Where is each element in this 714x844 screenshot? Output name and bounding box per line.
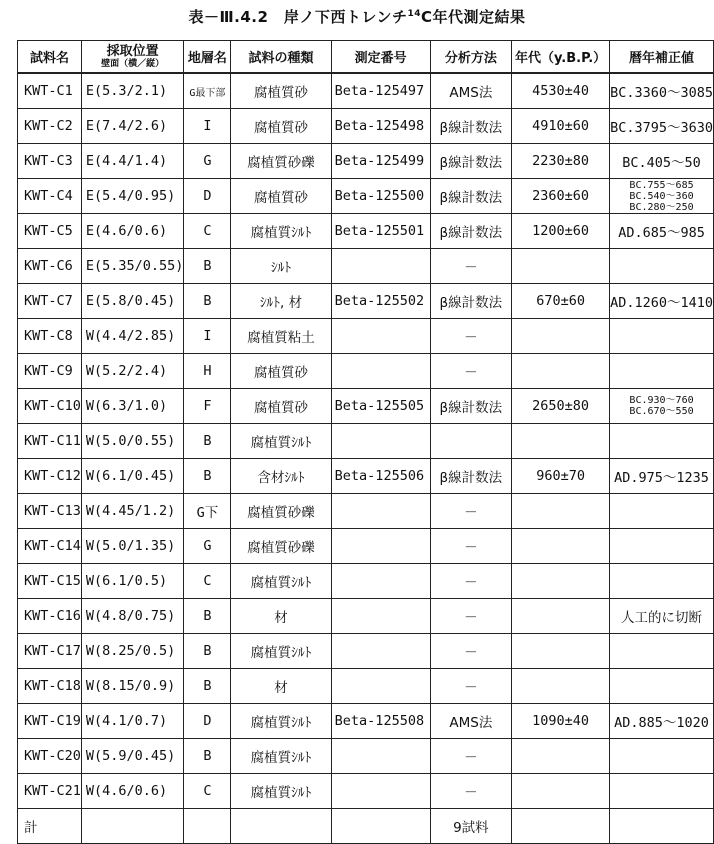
measurement-number: Beta-125508 xyxy=(331,704,430,739)
analysis-method: － xyxy=(430,494,512,529)
sample-id: KWT-C14 xyxy=(18,529,82,564)
sample-position: W(5.0/0.55) xyxy=(81,424,184,459)
age-ybp xyxy=(512,564,610,599)
calibrated-value xyxy=(610,494,714,529)
table-row xyxy=(18,774,714,809)
analysis-method: － xyxy=(430,564,512,599)
calibrated-range: AD.685～985 xyxy=(618,225,705,241)
age-ybp xyxy=(512,529,610,564)
sample-type: 腐植質砂 xyxy=(231,109,331,144)
age-ybp xyxy=(512,249,610,284)
analysis-method: β線計数法 xyxy=(430,144,512,179)
sample-position: E(5.3/2.1) xyxy=(81,73,184,109)
header-position xyxy=(81,41,184,74)
header-method: 分析方法 xyxy=(430,41,512,74)
total-empty-cell xyxy=(512,809,610,844)
calibrated-range: BC.3360～3085 xyxy=(610,85,713,101)
analysis-method: － xyxy=(430,774,512,809)
calibrated-value xyxy=(610,529,714,564)
sample-position: W(4.1/0.7) xyxy=(81,704,184,739)
sample-position: W(6.1/0.45) xyxy=(81,459,184,494)
age-ybp xyxy=(512,599,610,634)
measurement-number xyxy=(331,669,430,704)
sample-position: E(4.6/0.6) xyxy=(81,214,184,249)
analysis-method: AMS法 xyxy=(430,704,512,739)
header-calibrated: 暦年補正値 xyxy=(610,41,714,74)
total-empty-cell xyxy=(81,809,184,844)
calibrated-value xyxy=(610,564,714,599)
calibrated-value xyxy=(610,179,714,214)
sample-id: KWT-C9 xyxy=(18,354,82,389)
sample-id: KWT-C16 xyxy=(18,599,82,634)
measurement-number xyxy=(331,354,430,389)
sample-type: 腐植質ｼﾙﾄ xyxy=(231,424,331,459)
sample-position: W(8.15/0.9) xyxy=(81,669,184,704)
sample-id: KWT-C8 xyxy=(18,319,82,354)
measurement-number xyxy=(331,424,430,459)
table-row xyxy=(18,494,714,529)
layer-name: H xyxy=(184,354,231,389)
age-ybp xyxy=(512,739,610,774)
table-row xyxy=(18,704,714,739)
title-superscript: 14 xyxy=(407,9,422,19)
table-row xyxy=(18,564,714,599)
age-ybp xyxy=(512,774,610,809)
analysis-method: β線計数法 xyxy=(430,179,512,214)
sample-position: W(8.25/0.5) xyxy=(81,634,184,669)
sample-type: 腐植質ｼﾙﾄ xyxy=(231,634,331,669)
sample-position: W(4.8/0.75) xyxy=(81,599,184,634)
table-row xyxy=(18,599,714,634)
measurement-number xyxy=(331,529,430,564)
layer-name: F xyxy=(184,389,231,424)
sample-position: E(7.4/2.6) xyxy=(81,109,184,144)
total-row xyxy=(18,809,714,844)
sample-type: 腐植質ｼﾙﾄ xyxy=(231,214,331,249)
table-title-suffix: C年代測定結果 xyxy=(421,8,526,26)
calibrated-value xyxy=(610,599,714,634)
sample-id: KWT-C2 xyxy=(18,109,82,144)
analysis-method: β線計数法 xyxy=(430,284,512,319)
measurement-number xyxy=(331,634,430,669)
table-row xyxy=(18,179,714,214)
table-row xyxy=(18,284,714,319)
measurement-number: Beta-125502 xyxy=(331,284,430,319)
measurement-number xyxy=(331,494,430,529)
table-row xyxy=(18,669,714,704)
age-ybp xyxy=(512,319,610,354)
layer-name: G最下部 xyxy=(184,73,231,109)
analysis-method: － xyxy=(430,669,512,704)
calibrated-value xyxy=(610,704,714,739)
sample-type: 腐植質砂 xyxy=(231,389,331,424)
layer-name: G xyxy=(184,529,231,564)
table-row xyxy=(18,73,714,109)
sample-type: 腐植質砂礫 xyxy=(231,529,331,564)
table-row xyxy=(18,424,714,459)
sample-id: KWT-C20 xyxy=(18,739,82,774)
table-row xyxy=(18,109,714,144)
layer-name: B xyxy=(184,669,231,704)
layer-name: B xyxy=(184,599,231,634)
sample-id: KWT-C1 xyxy=(18,73,82,109)
header-age: 年代（y.B.P.） xyxy=(512,41,610,74)
sample-type: ｼﾙﾄ xyxy=(231,249,331,284)
table-row xyxy=(18,144,714,179)
total-empty-cell xyxy=(184,809,231,844)
calibrated-value xyxy=(610,319,714,354)
sample-id: KWT-C11 xyxy=(18,424,82,459)
analysis-method: － xyxy=(430,319,512,354)
sample-type: ｼﾙﾄ, 材 xyxy=(231,284,331,319)
sample-type: 腐植質ｼﾙﾄ xyxy=(231,739,331,774)
sample-type: 腐植質ｼﾙﾄ xyxy=(231,564,331,599)
measurement-number: Beta-125499 xyxy=(331,144,430,179)
calibrated-range: AD.885～1020 xyxy=(614,715,709,731)
sample-type: 含材ｼﾙﾄ xyxy=(231,459,331,494)
sample-position: W(6.1/0.5) xyxy=(81,564,184,599)
layer-name: C xyxy=(184,774,231,809)
measurement-number: Beta-125505 xyxy=(331,389,430,424)
age-ybp xyxy=(512,494,610,529)
sample-id: KWT-C4 xyxy=(18,179,82,214)
sample-position: W(4.45/1.2) xyxy=(81,494,184,529)
age-ybp: 4910±60 xyxy=(512,109,610,144)
layer-name: D xyxy=(184,704,231,739)
sample-position: E(5.4/0.95) xyxy=(81,179,184,214)
table-row xyxy=(18,214,714,249)
age-ybp: 2230±80 xyxy=(512,144,610,179)
sample-id: KWT-C17 xyxy=(18,634,82,669)
age-ybp: 960±70 xyxy=(512,459,610,494)
analysis-method: － xyxy=(430,354,512,389)
sample-type: 材 xyxy=(231,669,331,704)
header-sample: 試料名 xyxy=(18,41,82,74)
measurement-number xyxy=(331,319,430,354)
measurement-number xyxy=(331,599,430,634)
measurement-number xyxy=(331,249,430,284)
measurement-number xyxy=(331,564,430,599)
header-row xyxy=(18,41,714,74)
total-samples: 9試料 xyxy=(430,809,512,844)
sample-type: 腐植質ｼﾙﾄ xyxy=(231,704,331,739)
layer-name: B xyxy=(184,249,231,284)
age-ybp: 2360±60 xyxy=(512,179,610,214)
calibrated-range: BC.670～550 xyxy=(629,406,694,417)
header-position-label: 採取位置 xyxy=(106,44,159,59)
measurement-number: Beta-125497 xyxy=(331,73,430,109)
header-number: 測定番号 xyxy=(331,41,430,74)
calibrated-value xyxy=(610,249,714,284)
sample-position: W(5.2/2.4) xyxy=(81,354,184,389)
sample-position: W(6.3/1.0) xyxy=(81,389,184,424)
analysis-method: － xyxy=(430,599,512,634)
calibrated-value xyxy=(610,144,714,179)
layer-name: I xyxy=(184,109,231,144)
layer-name: D xyxy=(184,179,231,214)
table-row xyxy=(18,634,714,669)
measurement-number: Beta-125506 xyxy=(331,459,430,494)
sample-position: W(4.6/0.6) xyxy=(81,774,184,809)
analysis-method: － xyxy=(430,739,512,774)
calibrated-value xyxy=(610,424,714,459)
measurement-number: Beta-125501 xyxy=(331,214,430,249)
age-ybp: 4530±40 xyxy=(512,73,610,109)
age-ybp xyxy=(512,669,610,704)
sample-id: KWT-C19 xyxy=(18,704,82,739)
sample-type: 腐植質砂 xyxy=(231,179,331,214)
layer-name: G下 xyxy=(184,494,231,529)
age-ybp xyxy=(512,634,610,669)
table-row xyxy=(18,459,714,494)
layer-name: G xyxy=(184,144,231,179)
sample-id: KWT-C5 xyxy=(18,214,82,249)
total-empty-cell xyxy=(231,809,331,844)
sample-type: 腐植質砂 xyxy=(231,73,331,109)
calibrated-range: BC.280～250 xyxy=(629,201,694,213)
table-row xyxy=(18,389,714,424)
analysis-method: － xyxy=(430,529,512,564)
analysis-method: － xyxy=(430,634,512,669)
age-ybp: 670±60 xyxy=(512,284,610,319)
analysis-method: β線計数法 xyxy=(430,459,512,494)
layer-name: I xyxy=(184,319,231,354)
sample-type: 腐植質砂礫 xyxy=(231,144,331,179)
calibrated-value xyxy=(610,634,714,669)
table-row xyxy=(18,319,714,354)
sample-id: KWT-C18 xyxy=(18,669,82,704)
total-empty-cell xyxy=(610,809,714,844)
layer-name: C xyxy=(184,564,231,599)
table-row xyxy=(18,739,714,774)
sample-type: 材 xyxy=(231,599,331,634)
sample-type: 腐植質ｼﾙﾄ xyxy=(231,774,331,809)
table-row xyxy=(18,249,714,284)
calibrated-range: BC.755～685 xyxy=(629,179,694,191)
calibrated-range: AD.975～1235 xyxy=(614,470,709,486)
header-type: 試料の種類 xyxy=(231,41,331,74)
results-table xyxy=(17,40,714,844)
analysis-method: AMS法 xyxy=(430,73,512,109)
calibrated-value xyxy=(610,214,714,249)
layer-name: B xyxy=(184,284,231,319)
calibrated-range: BC.3795～3630 xyxy=(610,120,713,136)
table-row xyxy=(18,529,714,564)
calibrated-value xyxy=(610,389,714,424)
sample-position: W(5.9/0.45) xyxy=(81,739,184,774)
header-layer: 地層名 xyxy=(184,41,231,74)
sample-id: KWT-C13 xyxy=(18,494,82,529)
analysis-method: － xyxy=(430,249,512,284)
sample-id: KWT-C6 xyxy=(18,249,82,284)
calibrated-value xyxy=(610,669,714,704)
calibrated-range: BC.405～50 xyxy=(622,155,701,171)
measurement-number: Beta-125500 xyxy=(331,179,430,214)
analysis-method: β線計数法 xyxy=(430,109,512,144)
total-label: 計 xyxy=(18,809,82,844)
calibrated-range: AD.1260～1410 xyxy=(610,295,713,311)
sample-position: E(5.35/0.55) xyxy=(81,249,184,284)
sample-type: 腐植質砂礫 xyxy=(231,494,331,529)
header-position-sub: 壁面（横／縦） xyxy=(101,59,165,69)
calibrated-value xyxy=(610,354,714,389)
layer-name: B xyxy=(184,424,231,459)
calibrated-range: 人工的に切断 xyxy=(621,610,703,626)
layer-name: B xyxy=(184,634,231,669)
measurement-number: Beta-125498 xyxy=(331,109,430,144)
sample-position: E(5.8/0.45) xyxy=(81,284,184,319)
age-ybp: 2650±80 xyxy=(512,389,610,424)
calibrated-value xyxy=(610,73,714,109)
calibrated-value xyxy=(610,284,714,319)
sample-id: KWT-C15 xyxy=(18,564,82,599)
sample-position: E(4.4/1.4) xyxy=(81,144,184,179)
sample-position: W(5.0/1.35) xyxy=(81,529,184,564)
calibrated-range: BC.930～760 xyxy=(629,395,694,406)
layer-name: B xyxy=(184,459,231,494)
age-ybp: 1200±60 xyxy=(512,214,610,249)
calibrated-value xyxy=(610,109,714,144)
measurement-number xyxy=(331,774,430,809)
sample-type: 腐植質粘土 xyxy=(231,319,331,354)
calibrated-value xyxy=(610,739,714,774)
total-empty-cell xyxy=(331,809,430,844)
table-row xyxy=(18,354,714,389)
measurement-number xyxy=(331,739,430,774)
sample-id: KWT-C3 xyxy=(18,144,82,179)
calibrated-value xyxy=(610,459,714,494)
age-ybp: 1090±40 xyxy=(512,704,610,739)
sample-position: W(4.4/2.85) xyxy=(81,319,184,354)
calibrated-range: BC.540～360 xyxy=(629,190,694,202)
layer-name: B xyxy=(184,739,231,774)
sample-id: KWT-C10 xyxy=(18,389,82,424)
analysis-method: β線計数法 xyxy=(430,214,512,249)
table-body xyxy=(18,73,714,844)
analysis-method: β線計数法 xyxy=(430,389,512,424)
layer-name: C xyxy=(184,214,231,249)
table-title-text: 表－Ⅲ.4.2 岸ノ下西トレンチ xyxy=(188,8,408,26)
age-ybp xyxy=(512,354,610,389)
sample-id: KWT-C7 xyxy=(18,284,82,319)
age-ybp xyxy=(512,424,610,459)
sample-id: KWT-C21 xyxy=(18,774,82,809)
sample-type: 腐植質砂 xyxy=(231,354,331,389)
analysis-method xyxy=(430,424,512,459)
sample-id: KWT-C12 xyxy=(18,459,82,494)
table-title xyxy=(0,6,714,27)
calibrated-value xyxy=(610,774,714,809)
